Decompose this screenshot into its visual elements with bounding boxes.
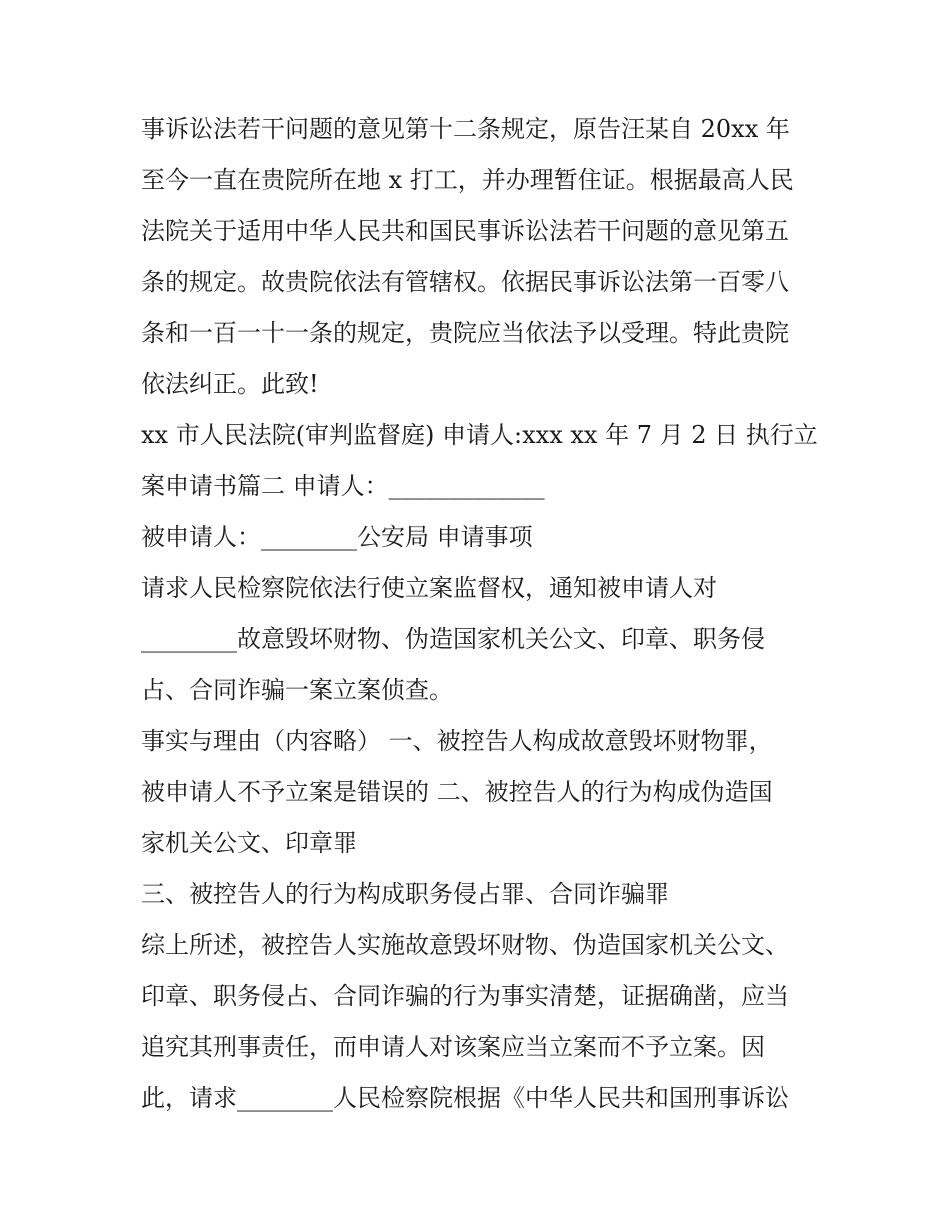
text-line: 三、被控告人的行为构成职务侵占罪、合同诈骗罪 <box>141 880 669 908</box>
text-line: 被申请人：________公安局 申请事项 <box>141 523 533 551</box>
text-line: 请求人民检察院依法行使立案监督权，通知被申请人对 <box>141 574 717 602</box>
text-line: 依法纠正。此致! <box>141 370 319 398</box>
text-line: 事实与理由（内容略） 一、被控告人构成故意毁坏财物罪， <box>141 727 773 755</box>
text-line: 事诉讼法若干问题的意见第十二条规定，原告汪某自 20xx 年 <box>141 115 790 143</box>
text-line: 占、合同诈骗一案立案侦查。 <box>141 676 453 704</box>
text-line: 被申请人不予立案是错误的 二、被控告人的行为构成伪造国 <box>141 778 773 806</box>
text-line: 法院关于适用中华人民共和国民事诉讼法若干问题的意见第五 <box>141 217 789 245</box>
text-line: 综上所述，被控告人实施故意毁坏财物、伪造国家机关公文、 <box>141 931 789 959</box>
text-line: 条的规定。故贵院依法有管辖权。依据民事诉讼法第一百零八 <box>141 268 789 296</box>
document-body <box>141 104 821 1124</box>
text-line: 此，请求________人民检察院根据《中华人民共和国刑事诉讼 <box>141 1084 789 1112</box>
text-line: 追究其刑事责任，而申请人对该案应当立案而不予立案。因 <box>141 1033 765 1061</box>
text-line: ________故意毁坏财物、伪造国家机关公文、印章、职务侵 <box>141 625 765 653</box>
text-line: 条和一百一十一条的规定，贵院应当依法予以受理。特此贵院 <box>141 319 789 347</box>
text-line: xx 市人民法院(审判监督庭) 申请人:xxx xx 年 7 月 2 日 执行立 <box>141 421 818 449</box>
text-line: 至今一直在贵院所在地 x 打工，并办理暂住证。根据最高人民 <box>141 166 794 194</box>
text-line: 家机关公文、印章罪 <box>141 829 357 857</box>
text-line: 印章、职务侵占、合同诈骗的行为事实清楚，证据确凿，应当 <box>141 982 789 1010</box>
text-line: 案申请书篇二 申请人：_____________ <box>141 472 545 500</box>
